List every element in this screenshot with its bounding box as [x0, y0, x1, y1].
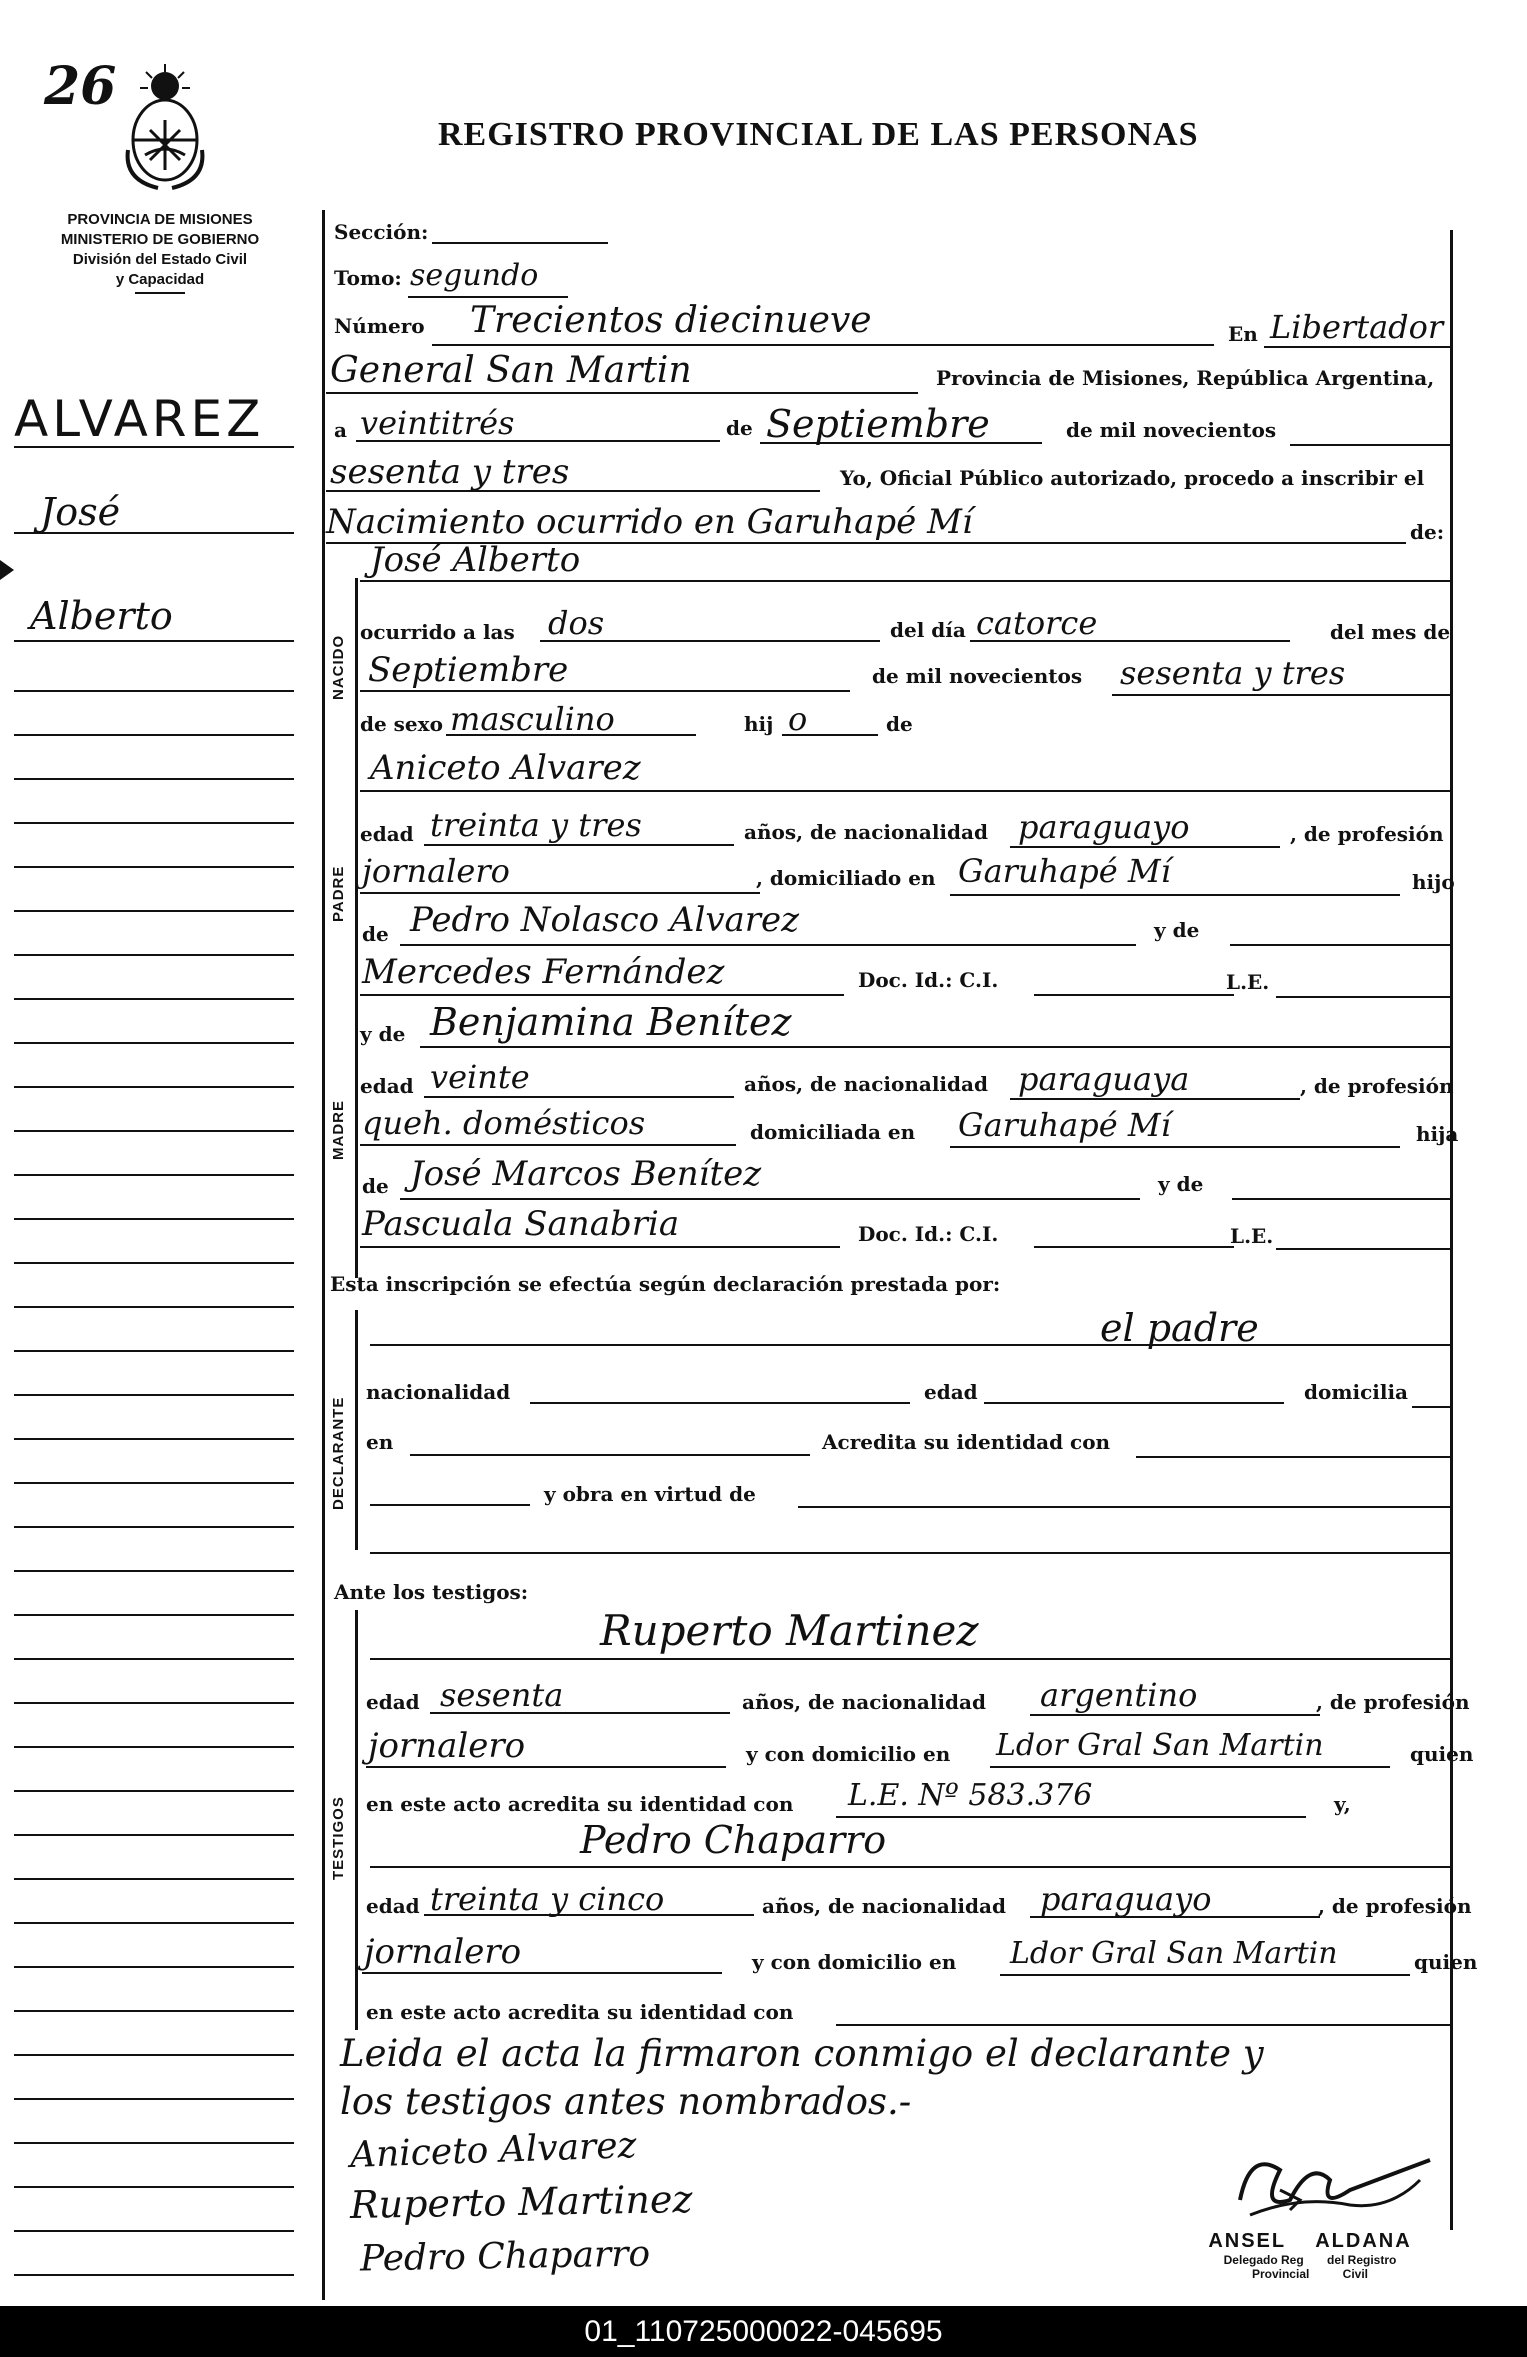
label-obra: y obra en virtud de	[544, 1482, 756, 1506]
margin-line	[14, 1526, 294, 1528]
value-dia-nac: catorce	[976, 604, 1098, 642]
label-y-de: y de	[1154, 918, 1200, 942]
label-tomo: Tomo:	[334, 266, 402, 290]
label-acto-t1: en este acto acredita su identidad con	[366, 1792, 794, 1816]
margin-line	[14, 1878, 294, 1880]
margin-line	[14, 1262, 294, 1264]
official-signature-icon	[1220, 2130, 1440, 2240]
label-seccion: Sección:	[334, 220, 429, 244]
label-nacionalidad: nacionalidad	[366, 1380, 511, 1404]
margin-line	[14, 2142, 294, 2144]
margin-line	[14, 1746, 294, 1748]
margin-line	[14, 734, 294, 736]
margin-line	[14, 1218, 294, 1220]
signature-2: Ruperto Martinez	[349, 2177, 693, 2227]
label-de-padre: de	[362, 922, 389, 946]
label-de: de	[726, 416, 753, 440]
margin-line	[14, 998, 294, 1000]
label-prof-padre: , de profesión	[1290, 822, 1444, 846]
value-padre-edad: treinta y tres	[430, 806, 642, 844]
margin-line	[14, 1482, 294, 1484]
value-hijo: o	[788, 700, 808, 738]
label-con-dom-t1: y con domicilio en	[746, 1742, 951, 1766]
value-padre-dom: Garuhapé Mí	[958, 852, 1171, 890]
value-padre-nac: paraguayo	[1018, 808, 1190, 846]
label-ocurrido: ocurrido a las	[360, 620, 515, 644]
value-t1-edad: sesenta	[440, 1676, 564, 1714]
stamp-line-3: Provincial Civil	[1251, 2267, 1369, 2281]
document-title: REGISTRO PROVINCIAL DE LAS PERSONAS	[438, 116, 1199, 153]
label-anos-nac-t1: años, de nacionalidad	[742, 1690, 986, 1714]
value-t1-dom: Ldor Gral San Martin	[996, 1728, 1324, 1763]
margin-line	[14, 1614, 294, 1616]
label-con-dom-t2: y con domicilio en	[752, 1950, 957, 1974]
label-de-mil: de mil novecientos	[1066, 418, 1277, 442]
margin-line	[14, 640, 294, 642]
issuer-line-4: y Capacidad	[115, 271, 205, 288]
value-padre-prof: jornalero	[362, 852, 510, 890]
label-hijo: hijo	[1412, 870, 1455, 894]
label-de-sexo: de sexo	[360, 712, 443, 736]
label-en: En	[1228, 322, 1258, 346]
value-dia: veintitrés	[360, 404, 515, 442]
label-doc-padre: Doc. Id.: C.I.	[858, 968, 999, 992]
value-madre: Benjamina Benítez	[430, 1000, 792, 1044]
form-left-border	[322, 210, 325, 2300]
label-le-madre: L.E.	[1230, 1224, 1274, 1248]
margin-line	[14, 954, 294, 956]
value-tomo: segundo	[410, 258, 539, 293]
value-en: Libertador	[1270, 308, 1444, 346]
margin-line	[14, 446, 294, 448]
section-padre: PADRE	[330, 865, 347, 922]
margin-line	[14, 822, 294, 824]
margin-line	[14, 1306, 294, 1308]
value-t2-prof: jornalero	[364, 1932, 522, 1972]
signature-3: Pedro Chaparro	[359, 2233, 651, 2280]
value-abuela-p: Mercedes Fernández	[362, 952, 725, 992]
margin-name-2: Alberto	[30, 594, 173, 638]
label-de-colon: de:	[1410, 520, 1445, 544]
issuer-line-3: División del Estado Civil	[72, 251, 248, 268]
label-anos-nac-madre: años, de nacionalidad	[744, 1072, 988, 1096]
section-bar	[355, 1310, 358, 1550]
document-id-footer: 01_110725000022-045695	[0, 2306, 1527, 2357]
stamp-line-2: Delegado Reg del Registro	[1223, 2253, 1397, 2267]
margin-line	[14, 1658, 294, 1660]
value-lugar: General San Martin	[330, 350, 692, 391]
value-madre-nac: paraguaya	[1018, 1060, 1190, 1098]
value-t1-doc: L.E. Nº 583.376	[848, 1778, 1093, 1813]
value-abuela-m: Pascuala Sanabria	[362, 1204, 680, 1244]
label-prof-madre: , de profesión	[1300, 1074, 1454, 1098]
label-edad-t2: edad	[366, 1894, 420, 1918]
value-sexo: masculino	[450, 700, 615, 738]
margin-line	[14, 1834, 294, 1836]
margin-line	[14, 1922, 294, 1924]
label-domicilia: domicilia	[1304, 1380, 1409, 1404]
value-madre-dom: Garuhapé Mí	[958, 1106, 1171, 1144]
label-edad-t1: edad	[366, 1690, 420, 1714]
label-de-madre: de	[362, 1174, 389, 1198]
signature-1: Aniceto Alvarez	[349, 2125, 638, 2176]
value-t2-dom: Ldor Gral San Martin	[1010, 1936, 1338, 1971]
label-testigos: Ante los testigos:	[334, 1580, 529, 1604]
margin-line	[14, 2230, 294, 2232]
label-quien-t2: quien	[1414, 1950, 1478, 1974]
value-anio-nac: sesenta y tres	[1120, 654, 1346, 692]
label-edad-declarante: edad	[924, 1380, 978, 1404]
value-nombre: José Alberto	[370, 540, 581, 580]
label-y-de-2: y de	[1158, 1172, 1204, 1196]
margin-arrow-icon	[0, 560, 14, 580]
value-t1-nombre: Ruperto Martinez	[600, 1606, 979, 1655]
section-testigos: TESTIGOS	[330, 1796, 347, 1880]
label-yo: Yo, Oficial Público autorizado, procedo a inscribir el	[840, 466, 1425, 490]
margin-line	[14, 2274, 294, 2276]
label-anos-nac-t2: años, de nacionalidad	[762, 1894, 1006, 1918]
closing-line-1: Leida el acta la firmaron conmigo el declarante y	[340, 2032, 1264, 2075]
section-bar	[355, 1610, 358, 2030]
value-t1-prof: jornalero	[368, 1726, 526, 1766]
label-del-mes: del mes de	[1330, 620, 1451, 644]
margin-line	[14, 1086, 294, 1088]
margin-line	[14, 2054, 294, 2056]
value-mes: Septiembre	[766, 402, 990, 446]
label-en-declarante: en	[366, 1430, 394, 1454]
margin-line	[14, 2010, 294, 2012]
margin-line	[14, 778, 294, 780]
label-edad-padre: edad	[360, 822, 414, 846]
margin-line	[14, 1966, 294, 1968]
section-madre: MADRE	[330, 1100, 347, 1160]
margin-line	[14, 1174, 294, 1176]
value-madre-prof: queh. domésticos	[362, 1104, 646, 1142]
value-padre: Aniceto Alvarez	[370, 748, 641, 788]
value-hora: dos	[548, 604, 605, 642]
section-declarante: DECLARANTE	[330, 1396, 347, 1510]
issuer-block	[10, 210, 310, 296]
section-bar	[355, 578, 358, 1278]
issuer-line-1: PROVINCIA DE MISIONES	[67, 211, 253, 228]
folio-number: 26	[44, 56, 117, 117]
label-de-2: de	[886, 712, 913, 736]
label-del-dia: del día	[890, 618, 966, 642]
value-madre-edad: veinte	[430, 1058, 530, 1096]
stamp-line-1: ANSEL ALDANA	[1208, 2230, 1412, 2252]
form-right-border	[1450, 230, 1453, 2230]
margin-line	[14, 1790, 294, 1792]
margin-line	[14, 1438, 294, 1440]
value-anio: sesenta y tres	[330, 452, 570, 492]
label-prof-t2: , de profesión	[1318, 1894, 1472, 1918]
margin-line	[14, 1702, 294, 1704]
label-domiciliada: domiciliada en	[750, 1120, 916, 1144]
value-mes-nac: Septiembre	[368, 650, 569, 690]
label-numero: Número	[334, 314, 425, 338]
value-abuelo-p: Pedro Nolasco Alvarez	[410, 900, 800, 940]
margin-line	[14, 2098, 294, 2100]
label-hij: hij	[744, 712, 774, 736]
label-prof-t1: , de profesión	[1316, 1690, 1470, 1714]
value-numero: Trecientos diecinueve	[470, 300, 872, 341]
margin-name-1: José	[40, 490, 121, 534]
label-anos-nac-padre: años, de nacionalidad	[744, 820, 988, 844]
margin-surname: ALVAREZ	[14, 390, 265, 448]
label-de-mil-2: de mil novecientos	[872, 664, 1083, 688]
value-t1-nac: argentino	[1040, 1676, 1198, 1714]
section-nacido: NACIDO	[330, 634, 347, 700]
label-y: y,	[1334, 1792, 1351, 1816]
margin-line	[14, 2186, 294, 2188]
value-t2-nac: paraguayo	[1040, 1880, 1212, 1918]
value-abuelo-m: José Marcos Benítez	[410, 1154, 762, 1194]
value-declarante: el padre	[1100, 1306, 1259, 1350]
label-hija: hija	[1416, 1122, 1459, 1146]
label-y-de-madre: y de	[360, 1022, 406, 1046]
label-le-padre: L.E.	[1226, 970, 1270, 994]
margin-line	[14, 690, 294, 692]
label-provincia: Provincia de Misiones, República Argentina,	[936, 366, 1435, 390]
label-domiciliado: , domiciliado en	[756, 866, 936, 890]
value-t2-edad: treinta y cinco	[430, 1880, 665, 1918]
margin-line	[14, 1130, 294, 1132]
margin-line	[14, 1570, 294, 1572]
label-edad-madre: edad	[360, 1074, 414, 1098]
label-acredita: Acredita su identidad con	[822, 1430, 1111, 1454]
margin-line	[14, 910, 294, 912]
issuer-line-2: MINISTERIO DE GOBIERNO	[60, 231, 260, 248]
closing-line-2: los testigos antes nombrados.-	[340, 2080, 912, 2123]
official-stamp	[1160, 2230, 1460, 2281]
value-t2-nombre: Pedro Chaparro	[580, 1818, 887, 1862]
margin-line	[14, 1350, 294, 1352]
value-acta: Nacimiento ocurrido en Garuhapé Mí	[326, 502, 973, 542]
label-a: a	[334, 418, 347, 442]
label-doc-madre: Doc. Id.: C.I.	[858, 1222, 999, 1246]
margin-line	[14, 1394, 294, 1396]
label-acto-t2: en este acto acredita su identidad con	[366, 2000, 794, 2024]
margin-line	[14, 532, 294, 534]
label-quien-t1: quien	[1410, 1742, 1474, 1766]
label-inscripcion: Esta inscripción se efectúa según declaración prestada por:	[330, 1272, 1001, 1296]
coat-of-arms-icon	[120, 60, 210, 190]
margin-line	[14, 866, 294, 868]
margin-line	[14, 1042, 294, 1044]
